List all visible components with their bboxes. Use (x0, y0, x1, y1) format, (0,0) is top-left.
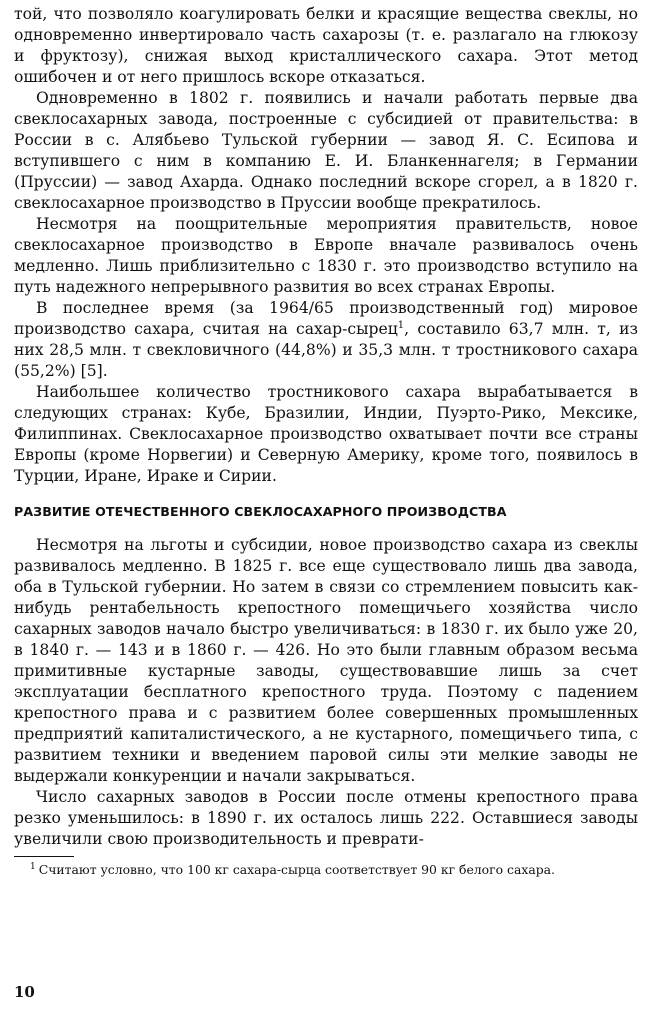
paragraph-domestic-development: Несмотря на льготы и субсидии, новое производство сахара из свеклы развивалось медленно. В 1825 г. все еще существовало лишь два завода, оба в Тульской губернии. Но затем в связи со стремлением повысить как-нибудь рентабельность крепостного помещичьего хозяйства число сахарных заводов начало быстро увеличиваться: в 1830 г. их было уже 20, в 1840 г. — 143 и в 1860 г. — 426. Но это были главным образом весьма примитивные кустарные заводы, существовавшие лишь за счет эксплуатации бесплатного крепостного труда. Поэтому с падением крепостного права и с развитием более совершенных промышленных предприятий капиталистического, а не кустарного, помещичьего типа, с развитием техники и введением паровой силы эти мелкие заводы не выдержали конкуренции и начали закрываться. (14, 536, 638, 785)
section-heading: РАЗВИТИЕ ОТЕЧЕСТВЕННОГО СВЕКЛОСАХАРНОГО ПРОИЗВОДСТВА (14, 504, 507, 519)
paragraph-continuation: той, что позволяло коагулировать белки и красящие вещества свеклы, но одновременно инвертировало часть сахарозы (т. е. разлагало на глюкозу и фруктозу), снижая выход кристаллического сахара. Этот метод ошибочен и от него пришлось вскоре отказаться. (14, 5, 638, 86)
footnote (14, 861, 638, 878)
footnote-reference: 1 (397, 319, 405, 331)
paragraph-slow-development: Несмотря на поощрительные мероприятия правительств, новое свеклосахарное производство в Европе вначале развивалось очень медленно. Лишь приблизительно с 1830 г. это производство вступило на путь надежного непрерывного развития во всех странах Европы. (14, 215, 638, 296)
page-number: 10 (14, 983, 35, 1001)
paragraph-producing-countries: Наибольшее количество тростникового сахара вырабатывается в следующих странах: Кубе, Бразилии, Индии, Пуэрто-Рико, Мексике, Филиппинах. Свеклосахарное производство охватывает почти все страны Европы (кроме Норвегии) и Северную Америку, кроме того, появилось в Турции, Иране, Ираке и Сирии. (14, 383, 638, 485)
paragraph-factory-decline: Число сахарных заводов в России после отмены крепостного права резко уменьшилось: в 1890 г. их осталось лишь 222. Оставшиеся заводы увеличили свою производительность и преврати- (14, 788, 638, 848)
footnote-text: Считают условно, что 100 кг сахара-сырца соответствует 90 кг белого сахара. (38, 862, 555, 877)
paragraph-first-factories: Одновременно в 1802 г. появились и начали работать первые два свеклосахарных завода, построенные с субсидией от правительства: в России в с. Алябьево Тульской губернии — завод Я. С. Есипова и вступившего с ним в компанию Е. И. Бланкеннагеля; в Германии (Пруссии) — завод Ахарда. Однако последний вскоре сгорел, а в 1820 г. свеклосахарное производство в Пруссии вообще прекратилось. (14, 89, 638, 212)
footnote-mark: 1 (30, 861, 36, 872)
document-page (14, 4, 638, 878)
footnote-divider (14, 856, 74, 857)
world-production-text-before: В последнее время (за 1964/65 производственный год) мировое производство сахара, считая на сахар-сырец (14, 299, 638, 338)
paragraph-world-production (14, 298, 638, 382)
world-production-text-after: , составило 63,7 млн. т, из них 28,5 млн. т свекловичного (44,8%) и 35,3 млн. т тростникового сахара (55,2%) [5]. (14, 320, 638, 380)
